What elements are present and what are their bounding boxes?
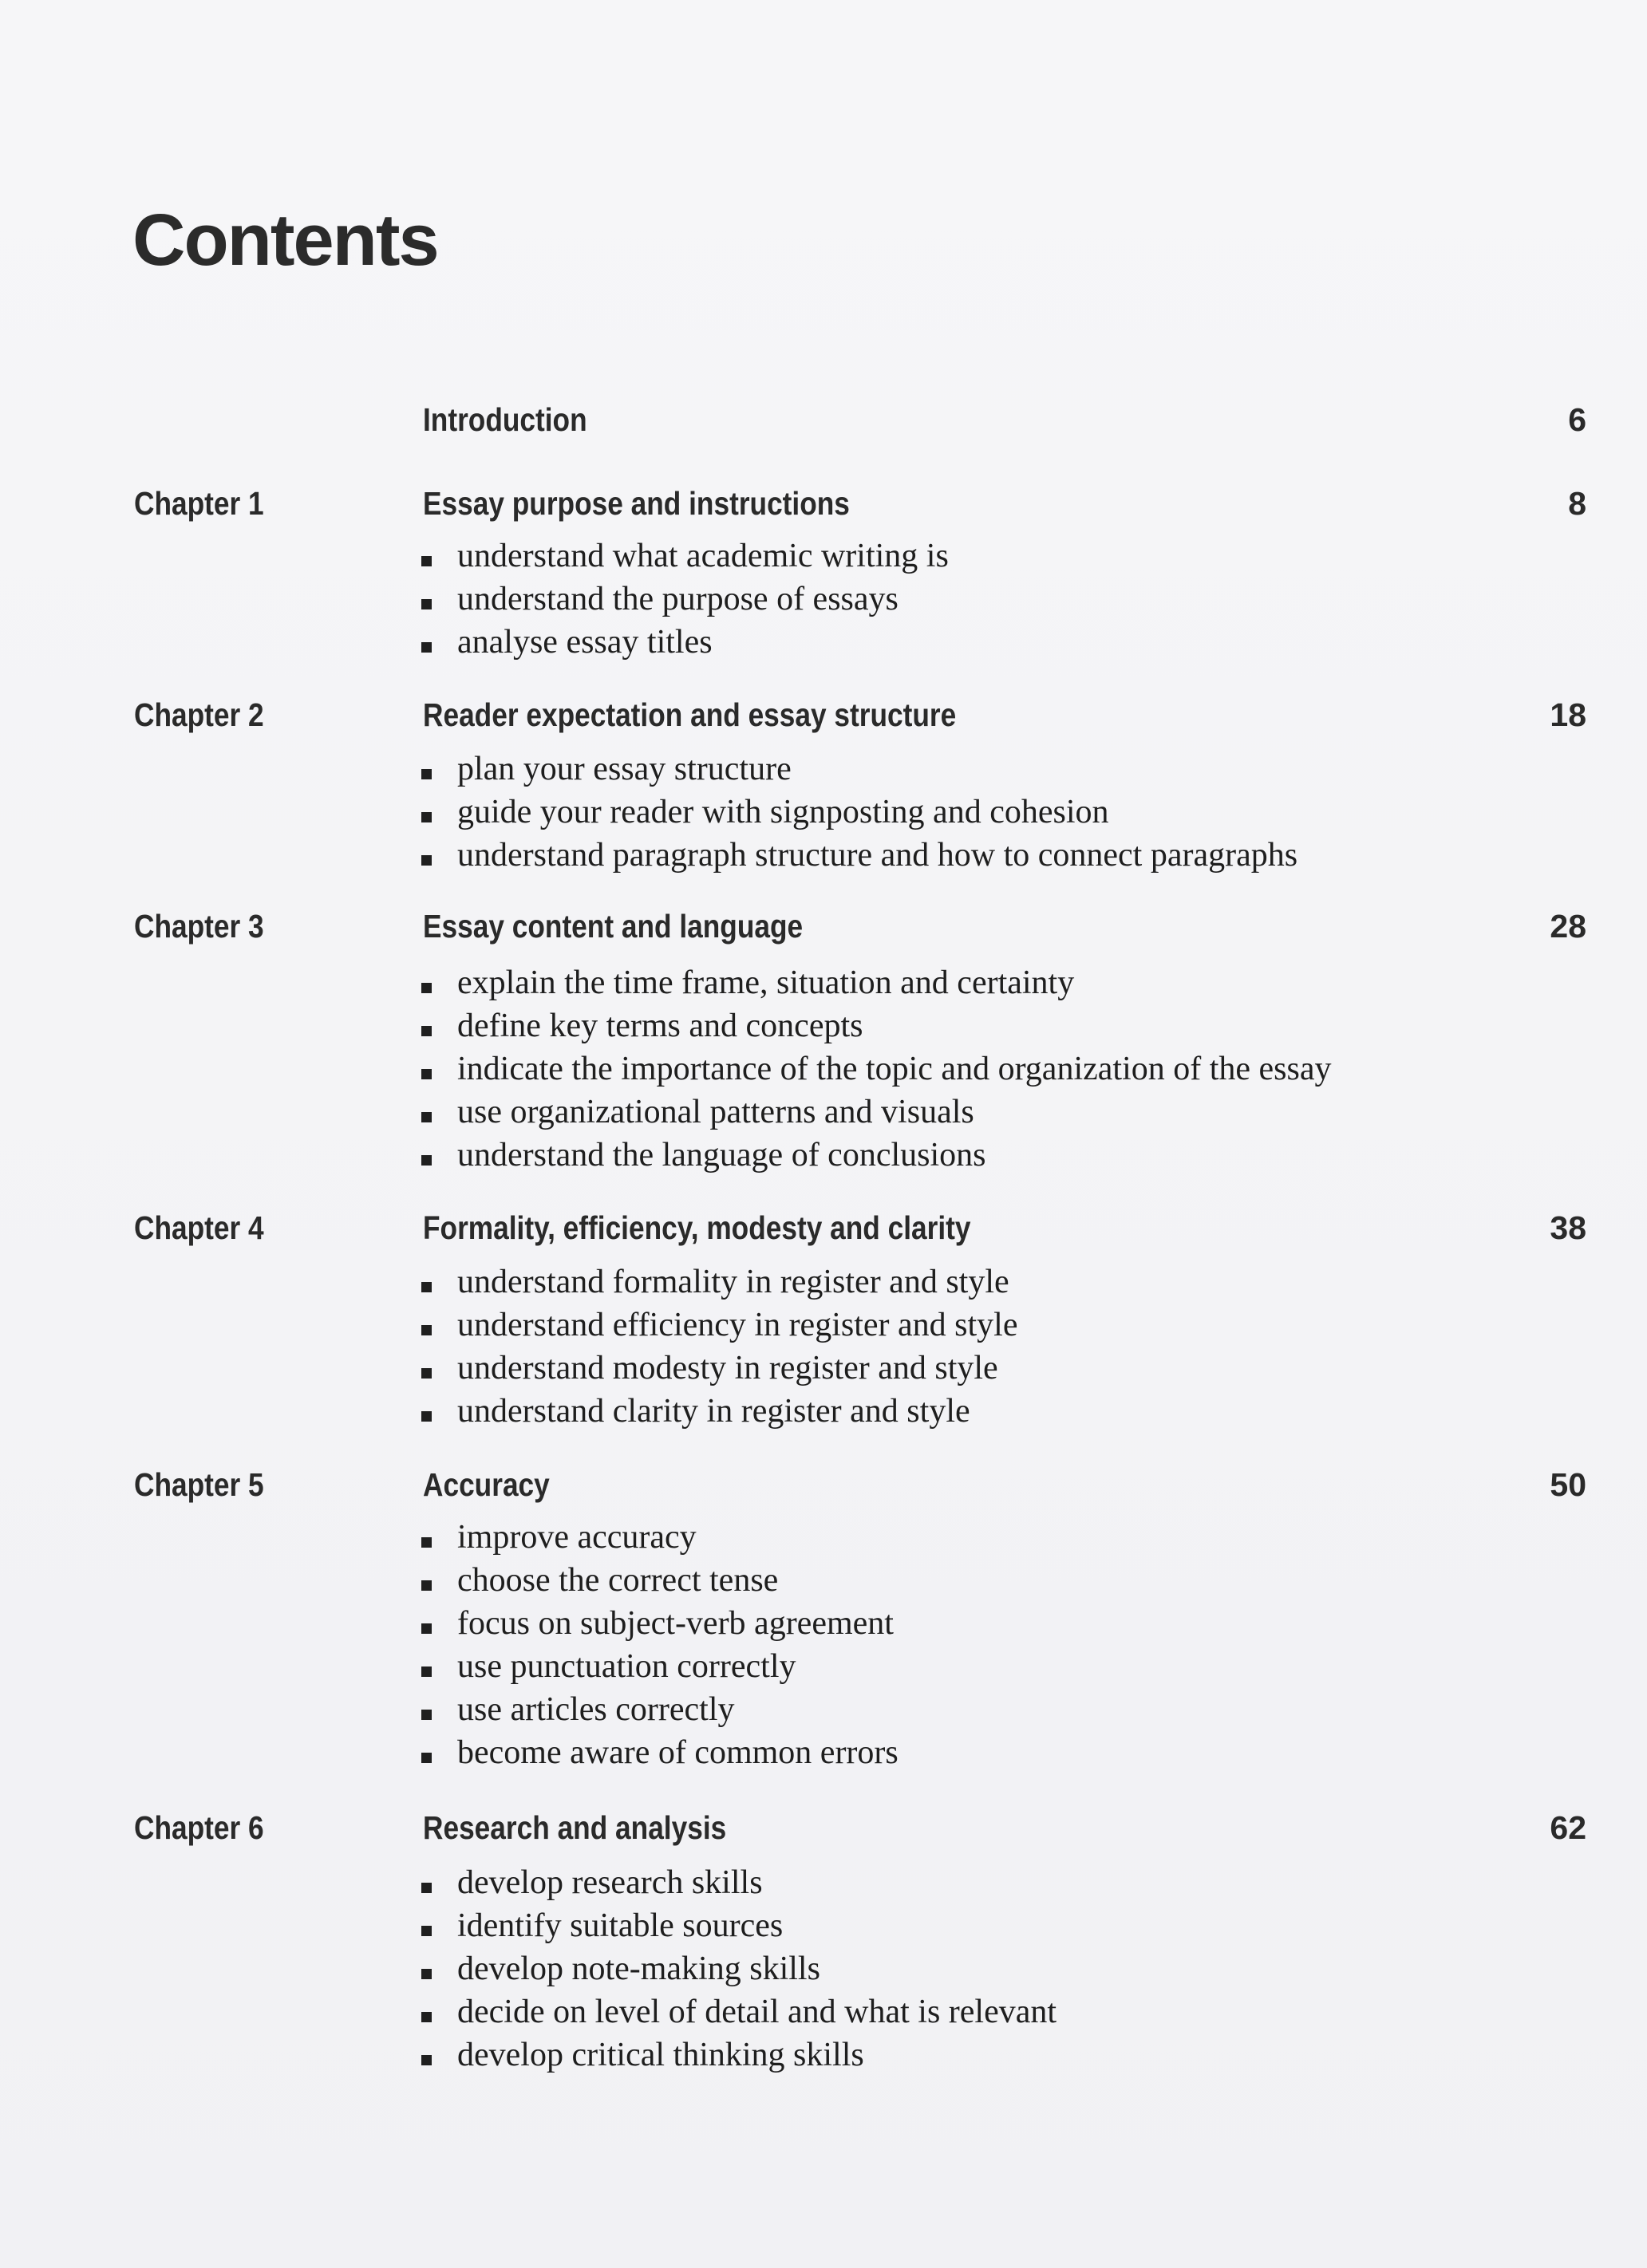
objective-text: understand what academic writing is [457,538,949,574]
objective-text: plan your essay structure [457,751,792,787]
chapter-5-objectives [421,1516,899,1774]
list-item [421,791,1297,834]
square-bullet-icon [421,1069,432,1079]
list-item [421,1304,1017,1347]
square-bullet-icon [421,1580,432,1591]
square-bullet-icon [421,983,432,993]
list-item [421,1688,899,1731]
entry-heading: Reader expectation and essay structure [423,696,957,733]
objective-text: decide on level of detail and what is relevant [457,1994,1057,2030]
list-item [421,961,1332,1004]
page-title: Contents [132,199,438,281]
square-bullet-icon [421,599,432,609]
objective-text: indicate the importance of the topic and organization of the essay [457,1051,1332,1087]
list-item [421,1516,899,1559]
objective-text: develop note-making skills [457,1950,820,1987]
square-bullet-icon [421,1666,432,1677]
square-bullet-icon [421,1411,432,1422]
list-item [421,1904,1057,1947]
list-item [421,1004,1332,1047]
objective-text: understand modesty in register and style [457,1350,998,1386]
square-bullet-icon [421,1537,432,1548]
chapter-label: Chapter 1 [134,485,264,522]
entry-heading: Introduction [423,401,587,438]
square-bullet-icon [421,2055,432,2065]
chapter-label: Chapter 5 [134,1466,264,1503]
list-item [421,1990,1057,2033]
objective-text: identify suitable sources [457,1907,784,1944]
objective-text: develop critical thinking skills [457,2037,864,2073]
page-number: 28 [1550,908,1586,945]
entry-heading: Essay content and language [423,908,804,945]
square-bullet-icon [421,1969,432,1979]
objective-text: focus on subject-verb agreement [457,1605,894,1642]
chapter-1-objectives [421,534,949,664]
list-item [421,1731,899,1774]
list-item [421,1047,1332,1091]
list-item [421,621,949,664]
list-item [421,1559,899,1602]
chapter-2-objectives [421,747,1297,877]
objective-text: improve accuracy [457,1519,697,1556]
page-number: 38 [1550,1209,1586,1246]
list-item [421,834,1297,877]
page-number: 62 [1550,1809,1586,1846]
objective-text: understand formality in register and style [457,1264,1009,1300]
square-bullet-icon [421,769,432,779]
square-bullet-icon [421,1753,432,1763]
list-item [421,1347,1017,1390]
objective-text: choose the correct tense [457,1562,779,1599]
entry-heading: Accuracy [423,1466,550,1503]
square-bullet-icon [421,1368,432,1379]
square-bullet-icon [421,812,432,822]
objective-text: become aware of common errors [457,1734,899,1771]
list-item [421,1645,899,1688]
square-bullet-icon [421,1710,432,1720]
entry-heading: Research and analysis [423,1809,727,1846]
page-number: 18 [1550,696,1586,733]
objective-text: develop research skills [457,1864,763,1901]
list-item [421,1134,1332,1177]
square-bullet-icon [421,1112,432,1122]
list-item [421,1260,1017,1304]
list-item [421,747,1297,791]
square-bullet-icon [421,642,432,653]
objective-text: understand the purpose of essays [457,581,899,617]
list-item [421,1091,1332,1134]
square-bullet-icon [421,1883,432,1893]
list-item [421,1947,1057,1990]
objective-text: use organizational patterns and visuals [457,1094,974,1130]
square-bullet-icon [421,1623,432,1634]
objective-text: guide your reader with signposting and cohesion [457,794,1109,830]
page-number: 8 [1568,485,1586,522]
entry-heading: Essay purpose and instructions [423,485,850,522]
square-bullet-icon [421,1282,432,1292]
objective-text: use articles correctly [457,1691,735,1728]
list-item [421,2033,1057,2077]
chapter-3-objectives [421,961,1332,1177]
list-item [421,1602,899,1645]
objective-text: understand paragraph structure and how to connect paragraphs [457,837,1298,874]
list-item [421,1861,1057,1904]
objective-text: use punctuation correctly [457,1648,796,1685]
objective-text: explain the time frame, situation and certainty [457,964,1075,1001]
objective-text: understand efficiency in register and style [457,1307,1018,1343]
chapter-label: Chapter 4 [134,1209,264,1246]
page-number: 6 [1568,401,1586,438]
chapter-4-objectives [421,1260,1017,1433]
square-bullet-icon [421,1325,432,1335]
list-item [421,1390,1017,1433]
page-number: 50 [1550,1466,1586,1503]
square-bullet-icon [421,1926,432,1936]
objective-text: understand the language of conclusions [457,1137,986,1173]
list-item [421,578,949,621]
chapter-6-objectives [421,1861,1057,2077]
chapter-label: Chapter 2 [134,696,264,733]
square-bullet-icon [421,2012,432,2022]
square-bullet-icon [421,556,432,566]
objective-text: analyse essay titles [457,624,713,661]
chapter-label: Chapter 3 [134,908,264,945]
objective-text: understand clarity in register and style [457,1393,970,1430]
square-bullet-icon [421,1026,432,1036]
chapter-label: Chapter 6 [134,1809,264,1846]
objective-text: define key terms and concepts [457,1008,863,1044]
list-item [421,534,949,578]
entry-heading: Formality, efficiency, modesty and clarity [423,1209,971,1246]
square-bullet-icon [421,1155,432,1166]
square-bullet-icon [421,855,432,866]
